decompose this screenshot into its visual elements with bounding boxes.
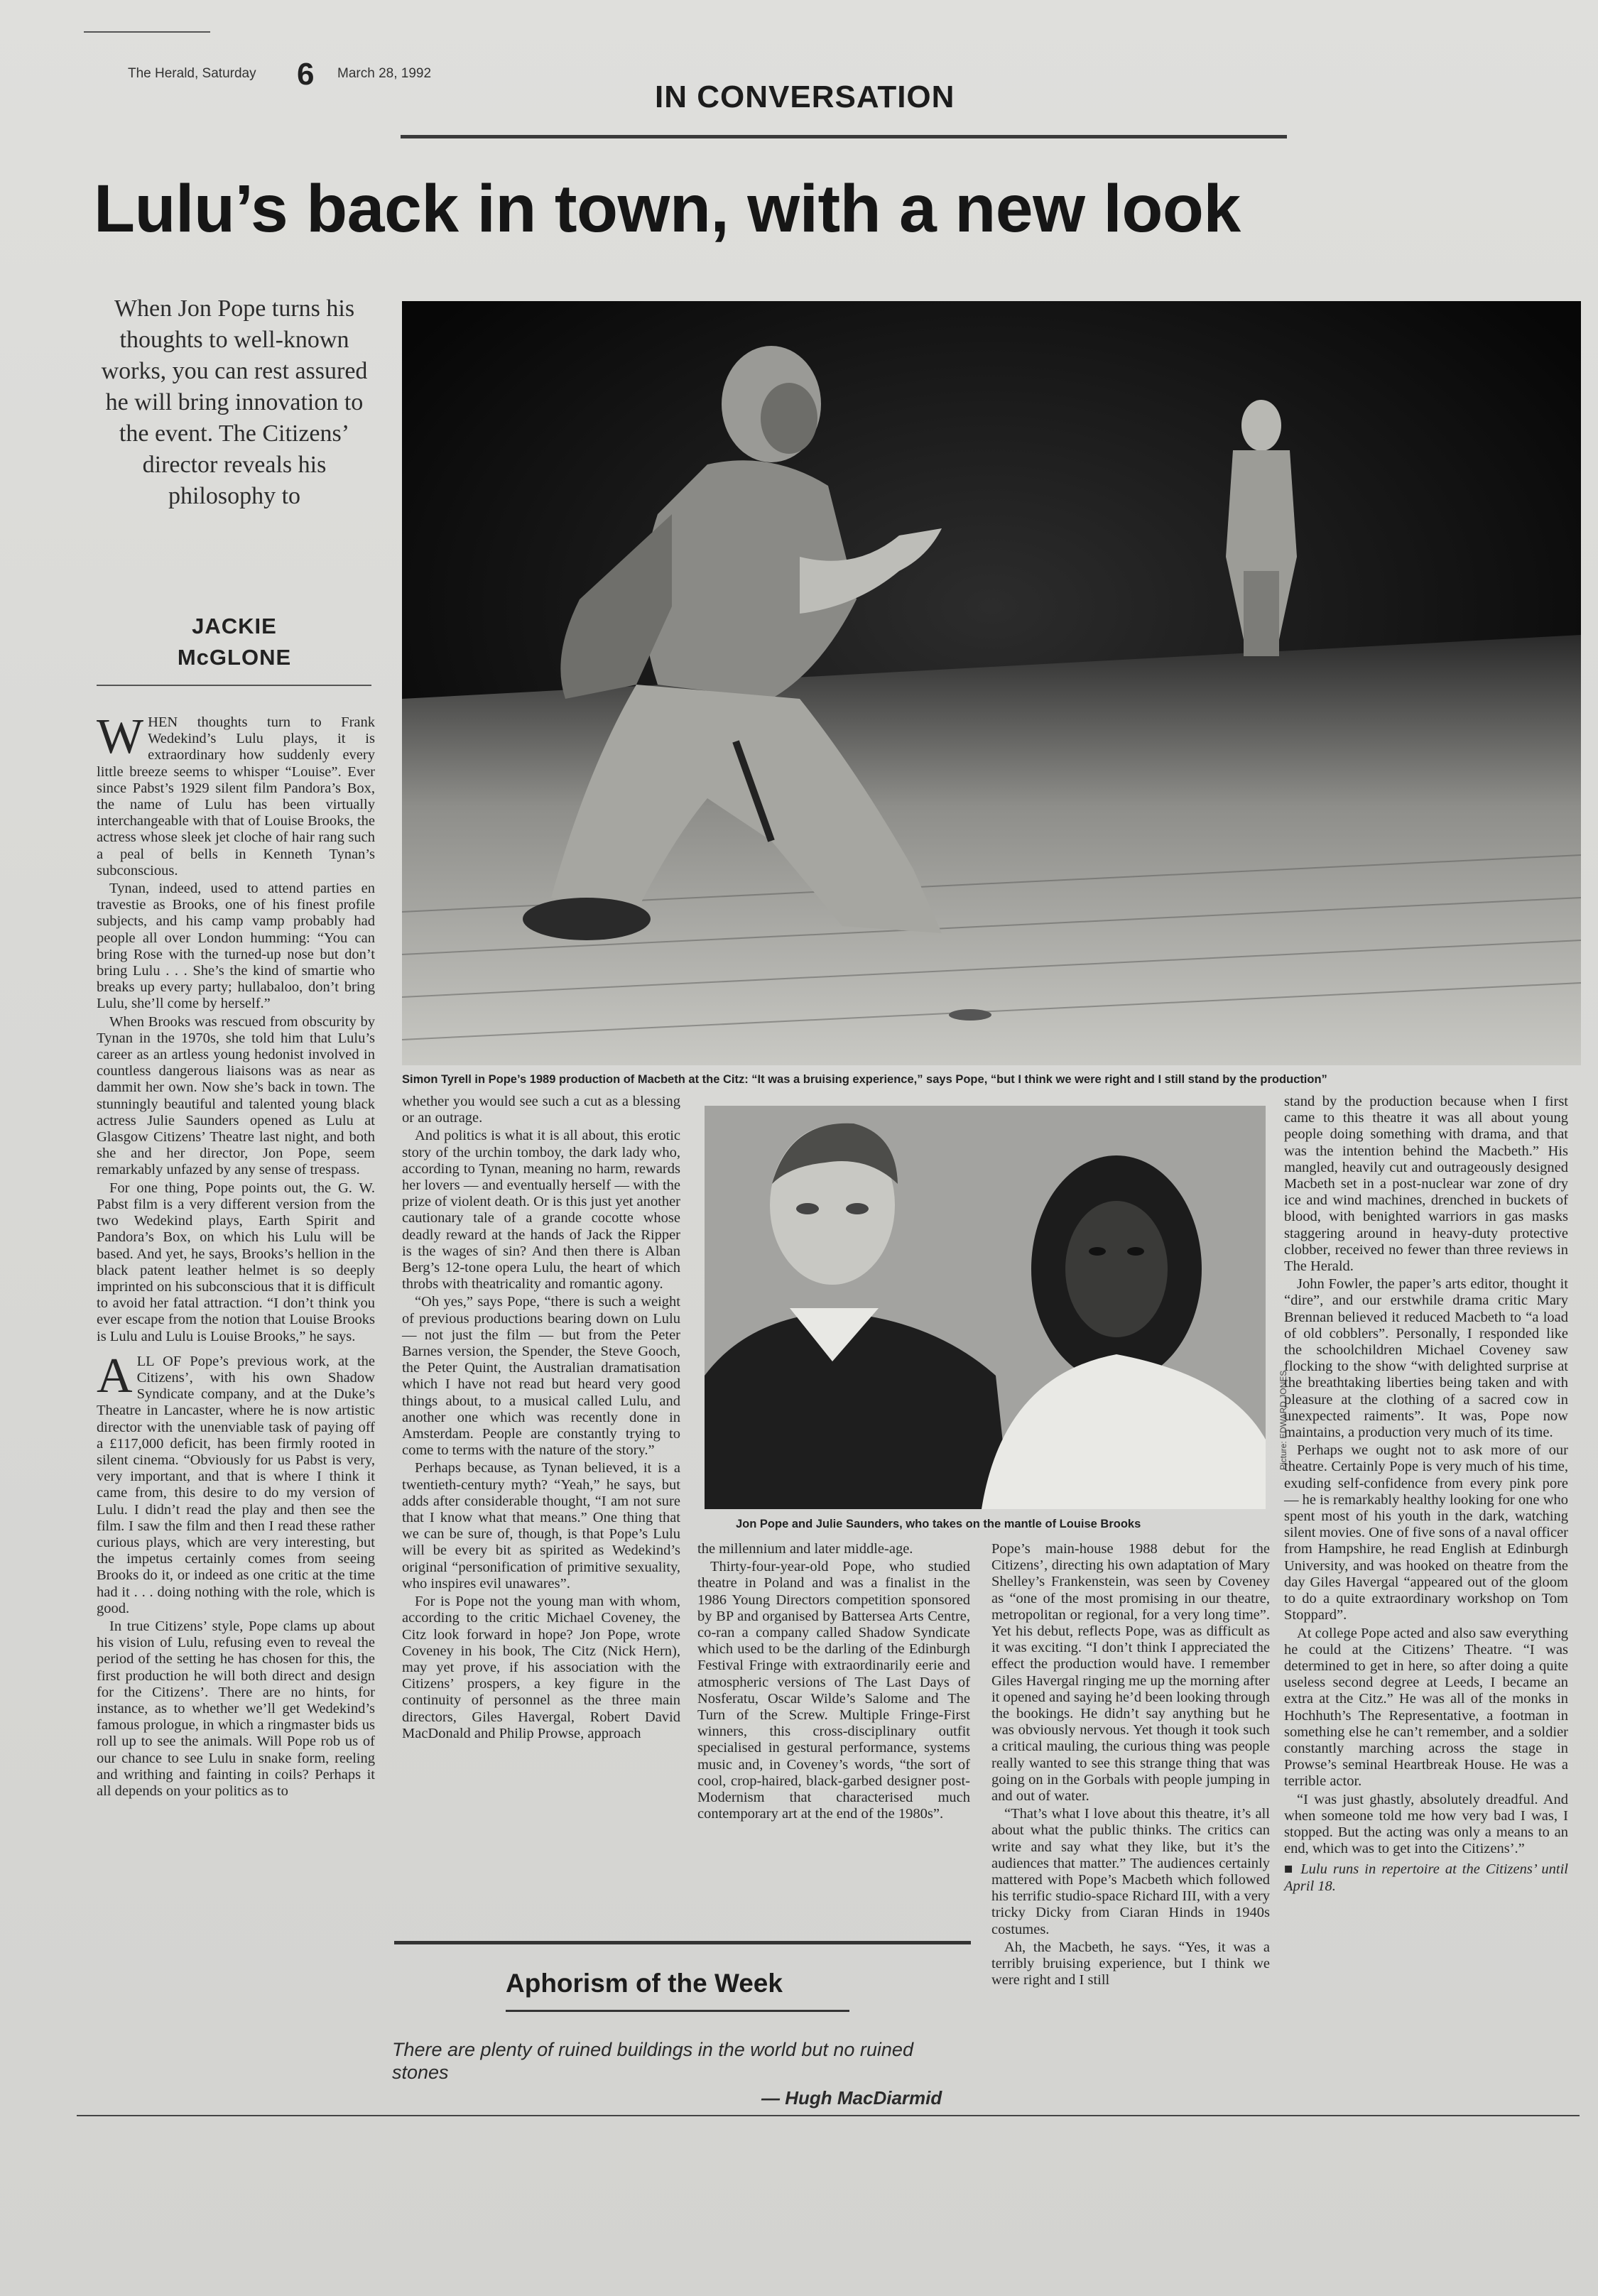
article-column-4 [991, 1541, 1270, 1990]
article-column-1 [97, 709, 375, 1801]
article-column-2 [402, 1094, 680, 1743]
col2-para4: Perhaps because, as Tynan believed, it is a twentieth-century myth? “Yeah,” he says, but adds after considerable thought, “I am not sure that I know what that means.” One thing that we can be sure of, though, is that Pope’s Lulu will be every bit as spirited as Wedekind’s original “personification of primitive sexuality, who inspires evil unawares”. [402, 1460, 680, 1592]
masthead-date: March 28, 1992 [337, 66, 432, 81]
aphorism-title: Aphorism of the Week [506, 1969, 783, 1998]
col2-para5: For is Pope not the young man with whom, according to the critic Michael Coveney, the Citz look forward in hope? Jon Pope, wrote Coveney in his book, The Citz (Nick Hern), may yet prove, if his association with the Citizens’ prospers, a key figure in the continuity of personnel as the three main directors, Giles Havergal, Robert David MacDonald and Philip Prowse, approach [402, 1594, 680, 1741]
col5-para3: Perhaps we ought not to ask more of our theatre. Certainly Pope is very much of his time, exuding self-confidence from every pink pore — he is remarkably healthy looking for one who spent most of his youth in the dark, watching silent movies. One of five sons of a naval officer from Hampshire, he read English at Edinburgh University, and was hooked on theatre from the day Giles Havergal “appeared out of the gloom to do a quite extraordinary workshop on Tom Stoppard”. [1284, 1442, 1568, 1623]
top-corner-rule [84, 31, 210, 33]
col1-para4: For one thing, Pope points out, the G. W. Pabst film is a very different version from the two Wedekind plays, Earth Spirit and Pandora’s Box, on which his Lulu will be based. And yet, he says, Brooks’s hellion in the black patent leather helmet is so deeply imprinted on his subconscious that it is difficult to avoid her fatal attraction. “I don’t think you ever escape from the notion that Louise Brooks is Lulu and Lulu is Louise Brooks,” he says. [97, 1180, 375, 1344]
standfirst: When Jon Pope turns his thoughts to well-known works, you can rest assured he will bring innovation to the event. The Citizens’ director reveals his philosophy to [101, 295, 368, 509]
col1-para6: In true Citizens’ style, Pope clams up about his vision of Lulu, refusing even to reveal the period of the setting he has chosen for this, the first production he will both direct and design for the Citizens’. There are no hints, for instance, as to whether we’ll get Wedekind’s famous prologue, in which a ringmaster bids us roll up to see the animals. Will Pope rob us of our chance to see Lulu in snake form, reeling and writhing and fainting in coils? Perhaps it all depends on your politics as to [97, 1618, 375, 1799]
macbeth-stage-illustration [402, 301, 1581, 1065]
photo2-credit: Picture: EDWARD JONES [1278, 1370, 1288, 1470]
col4-para3: Ah, the Macbeth, he says. “Yes, it was a terribly bruising experience, but I think we were right and I still [991, 1939, 1270, 1988]
byline-last: McGLONE [177, 645, 292, 670]
page-number: 6 [297, 57, 315, 92]
pope-saunders-photo [705, 1106, 1266, 1509]
col5-footnote: ■ Lulu runs in repertoire at the Citizens’ until April 18. [1284, 1861, 1568, 1894]
aphorism-author: — Hugh MacDiarmid [761, 2087, 942, 2109]
article-column-3 [697, 1541, 970, 1824]
col2-para3: “Oh yes,” says Pope, “there is such a weight of previous productions bearing down on Lulu — not just the film — but from the Peter Barnes version, the Spender, the Steve Gooch, the Peter Quint, the Australian dramatisation which I have not read but heard very good things about, to a musical called Lulu, and another one which was recently done in Amsterdam. People are constantly trying to come to terms with the nature of the story.” [402, 1294, 680, 1459]
photo1-caption: Simon Tyrell in Pope’s 1989 production of Macbeth at the Citz: “It was a bruising experience,” says Pope, “but I think we were right and I still stand by the production” [402, 1073, 1327, 1086]
col4-para2: “That’s what I love about this theatre, it’s all about what the public thinks. The critics can write and say what they like, but it’s the audiences that matter.” The audiences certainly mattered with Pope’s Macbeth which followed his terrific studio-space Richard III, with a very tricky Dicky from Ciaran Hinds in 1940s costumes. [991, 1806, 1270, 1937]
col2-para1: whether you would see such a cut as a blessing or an outrage. [402, 1094, 680, 1126]
col2-para2: And politics is what it is all about, this erotic story of the urchin tomboy, the dark lady who, according to Tynan, meaning no harm, rewards her lovers — and eventually herself — with the prize of violent death. Or is this just yet another cautionary tale of a grande cocotte whose deadly reward at the hands of Jack the Ripper is the wages of sin? And then there is Alban Berg’s 12-tone opera Lulu, the heart of which throbs with theatricality and romantic agony. [402, 1128, 680, 1293]
col5-para2: John Fowler, the paper’s arts editor, thought it “dire”, and our erstwhile drama critic Mary Brennan believed it reduced Macbeth to “a load of old cobblers”. Personally, I responded like the schoolchildren Michael Coveney saw flocking to the show “with delighted surprise at the breathtaking liberties being taken and with pleasure at the clothing of a sacred cow in unexpected raiments”. It was, Pope now maintains, a production very much of its time. [1284, 1276, 1568, 1441]
aphorism-quote: There are plenty of ruined buildings in the world but no ruined stones [392, 2039, 913, 2083]
col5-para5: “I was just ghastly, absolutely dreadful. And when someone told me how very bad I was, I stopped. But the acting was only a means to an end, which was to get into the Citizens’.” [1284, 1791, 1568, 1857]
col3-para1: the millennium and later middle-age. [697, 1541, 913, 1557]
col5-para1: stand by the production because when I first came to this theatre it was all about young people doing something with drama, and that was the intention behind the Macbeth.” His mangled, heavily cut and outrageously designed Macbeth set in a post-nuclear war zone of dry ice and wind machines, drenched in buckets of blood, with benighted warriors in gas masks staggering around in heavy-duty protective clobber, received no fewer than three reviews in The Herald. [1284, 1094, 1568, 1275]
masthead-paper: The Herald, Saturday [128, 66, 256, 81]
section-title: IN CONVERSATION [655, 80, 955, 114]
col5-para4: At college Pope acted and also saw everything he could at the Citizens’ Theatre. “I was determined to get in here, so after doing a quite useless second degree at Leeds, I became an extra at the Citz.” He was all of the monks in Hochhuth’s The Representative, a footman in something else he can’t remember, and a soldier constantly marching across the stage in Prowse’s seminal Heartbreak House. He was a terrible actor. [1284, 1625, 1568, 1790]
byline [99, 611, 369, 673]
col1-para2: Tynan, indeed, used to attend parties en travestie as Brooks, one of his finest profile subjects, and his camp vamp probably had people all over London humming: “You can bring Rose with the turned-up nose but don’t bring Lulu . . . She’s the kind of smartie who breaks up every party; hullabaloo, don’t bring Lulu, she’ll come by herself.” [97, 881, 375, 1012]
col1-para5: LL OF Pope’s previous work, at the Citizens’, with his own Shadow Syndicate company, and at the Duke’s Theatre in Lancaster, where he is now artistic director with the unenviable task of paying off a £117,000 deficit, has been firmly rooted in silent cinema. “Obviously for us Pabst is very, very important, and that is where I think it came from, this desire to do my version of Lulu. I didn’t read the play and then see the film. I saw the film and then I read these rather curious plays, which are very interesting, but the impetus certainly comes from seeing Brooks do it, or indeed as one critic at the time had it . . . doing nothing with the role, which is good. [97, 1353, 375, 1616]
byline-first: JACKIE [192, 614, 277, 638]
photo2-caption: Jon Pope and Julie Saunders, who takes on the mantle of Louise Brooks [736, 1518, 1141, 1530]
article-column-5 [1284, 1094, 1568, 1896]
standfirst-rule [97, 685, 371, 686]
portrait-illustration [705, 1106, 1266, 1509]
macbeth-production-photo [402, 301, 1581, 1065]
headline: Lulu’s back in town, with a new look [94, 171, 1241, 246]
dropcap-w: W [97, 709, 144, 764]
aphorism-top-rule [394, 1941, 971, 1944]
col4-para1: Pope’s main-house 1988 debut for the Citizens’, directing his own adaptation of Mary Shelley’s Frankenstein, was seen by Coveney as “one of the most promising in our theatre, metropolitan or regional, for a very long time”. Yet his debut, reflects Pope, was as difficult as it was exciting. “I don’t think I appreciated the effect the production would have. I remember Giles Havergal ringing me up the morning after it opened and saying he’d been looking through the bookings. He didn’t say anything but he was obviously nervous. Yet though it took such a critical mauling, the curious thing was people really wanted to see this strange thing that was going on in the Gorbals with people jumping in and out of water. [991, 1541, 1270, 1805]
dropcap-a: A [97, 1348, 133, 1403]
col3-para2: Thirty-four-year-old Pope, who studied theatre in Poland and was a finalist in the 1986 Young Directors competition sponsored by BP and organised by Battersea Arts Centre, co-ran a company called Shadow Syndicate which used to be the darling of the Edinburgh Festival Fringe with extraordinarily eerie and atmospheric versions of The Last Days of Nosferatu, Oscar Wilde’s Salome and The Turn of the Screw. Multiple Fringe-First winners, this cross-disciplinary outfit specialised in gestural performance, systems music and, in Coveney’s words, “the sort of cool, crop-haired, black-garbed designer post-Modernism that characterised much contemporary art at the end of the 1980s”. [697, 1559, 970, 1822]
col1-para3: When Brooks was rescued from obscurity by Tynan in the 1970s, she told him that Lulu’s career as an artless young hedonist involved in countless dangerous liaisons was as near as dammit her own. Now she’s back in town. The stunningly beautiful and talented young black actress Julie Saunders opened as Lulu at Glasgow Citizens’ Theatre last night, and both she and her director, Jon Pope, seem remarkably unfazed by any sense of trespass. [97, 1013, 375, 1178]
col1-para1: HEN thoughts turn to Frank Wedekind’s Lulu plays, it is extraordinary how suddenly every little breeze seems to whisper “Louise”. Ever since Pabst’s 1929 silent film Pandora’s Box, the name of Lulu has been virtually interchangeable with that of Louise Brooks, the actress whose sleek jet cloche of hair rang such a peal of bells in Kenneth Tynan’s subconscious. [97, 714, 375, 878]
aphorism-title-rule [506, 2010, 849, 2012]
bottom-rule [77, 2115, 1580, 2116]
section-rule [401, 135, 1287, 138]
